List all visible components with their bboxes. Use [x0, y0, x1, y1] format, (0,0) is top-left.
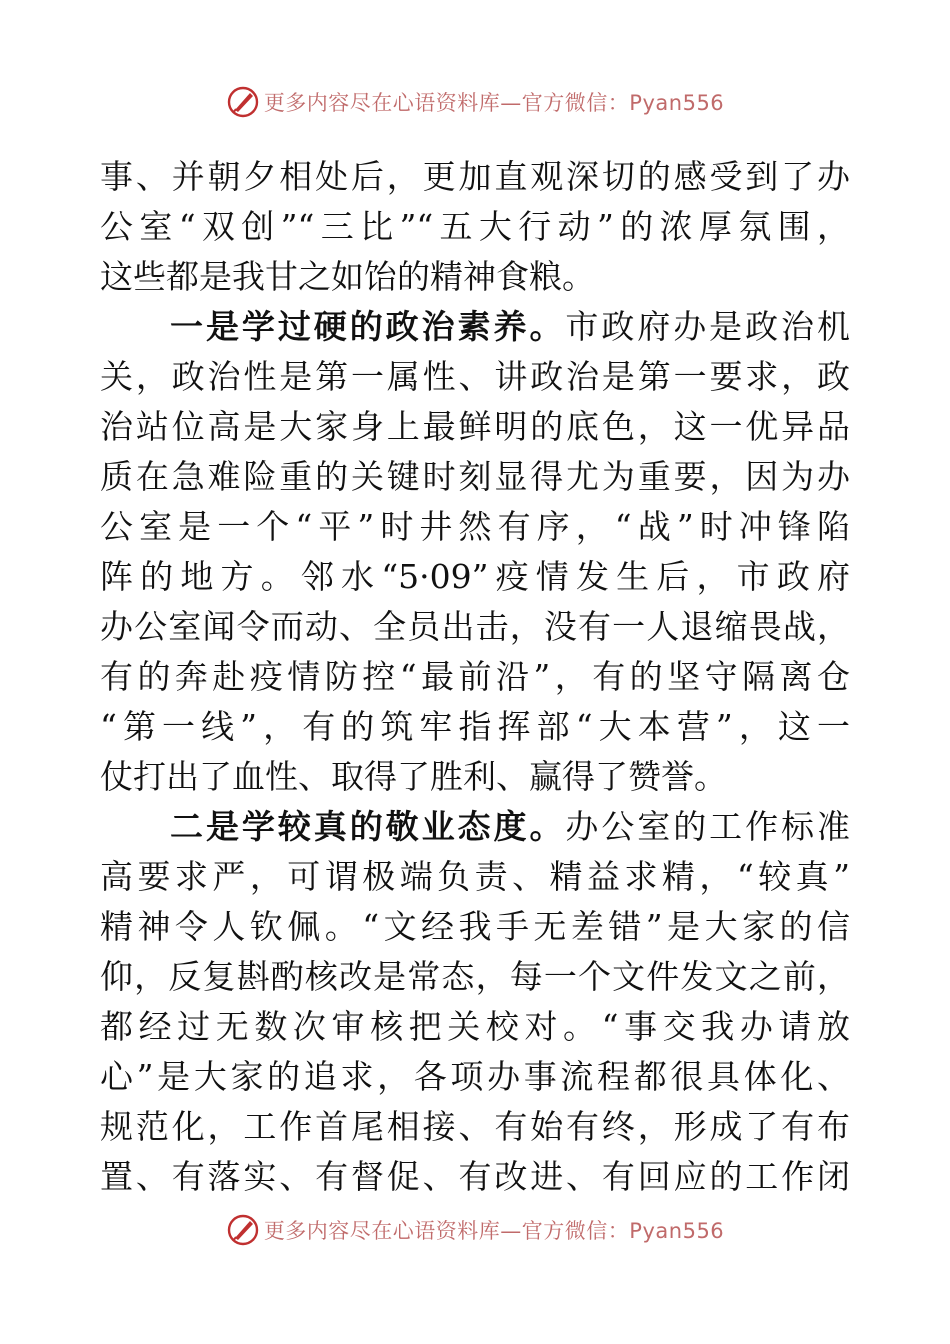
- header-banner: [0, 82, 950, 122]
- text-line: 都经过无数次审核把关校对。“事交我办请放: [100, 1007, 850, 1046]
- paragraph-lead: 一是学过硬的政治素养。: [170, 307, 566, 346]
- paragraph-text: 办公室的工作标准: [565, 807, 850, 846]
- paragraph-first-line: [100, 802, 850, 852]
- paragraph-text: 市政府办是政治机: [565, 307, 850, 346]
- quill-logo-icon: [226, 85, 260, 119]
- text-line: 关，政治性是第一属性、讲政治是第一要求，政: [100, 357, 850, 396]
- text-line: 仰，反复斟酌核改是常态，每一个文件发文之前，: [100, 957, 850, 996]
- text-line: 办公室闻令而动、全员出击，没有一人退缩畏战，: [100, 607, 850, 646]
- text-line: 这些都是我甘之如饴的精神食粮。: [100, 257, 595, 296]
- text-line: 有的奔赴疫情防控“最前沿”，有的坚守隔离仓: [100, 657, 850, 696]
- text-line: 仗打出了血性、取得了胜利、赢得了赞誉。: [100, 757, 727, 796]
- text-line: 高要求严，可谓极端负责、精益求精，“较真”: [100, 857, 850, 896]
- text-line: 阵的地方。邻水“5·09”疫情发生后，市政府: [100, 557, 850, 596]
- text-line: “第一线”，有的筑牢指挥部“大本营”，这一: [100, 707, 850, 746]
- text-line: 心”是大家的追求，各项办事流程都很具体化、: [100, 1057, 850, 1096]
- paragraph-lead: 二是学较真的敬业态度。: [170, 807, 566, 846]
- text-line: 精神令人钦佩。“文经我手无差错”是大家的信: [100, 907, 850, 946]
- header-banner-text: 更多内容尽在心语资料库—官方微信：Pyan556: [263, 91, 725, 115]
- text-line: 治站位高是大家身上最鲜明的底色，这一优异品: [100, 407, 850, 446]
- text-line: 质在急难险重的关键时刻显得尤为重要，因为办: [100, 457, 850, 496]
- document-body: [100, 152, 850, 1202]
- text-line: 置、有落实、有督促、有改进、有回应的工作闭: [100, 1157, 850, 1196]
- paragraph-first-line: [100, 302, 850, 352]
- text-line: 公室是一个“平”时井然有序，“战”时冲锋陷: [100, 507, 850, 546]
- text-line: 事、并朝夕相处后，更加直观深切的感受到了办: [100, 157, 850, 196]
- quill-logo-icon: [226, 1213, 260, 1247]
- footer-banner-text: 更多内容尽在心语资料库—官方微信：Pyan556: [263, 1219, 725, 1243]
- footer-banner: [0, 1210, 950, 1250]
- text-line: 规范化，工作首尾相接、有始有终，形成了有布: [100, 1107, 850, 1146]
- text-line: 公室“双创”“三比”“五大行动”的浓厚氛围，: [100, 207, 850, 246]
